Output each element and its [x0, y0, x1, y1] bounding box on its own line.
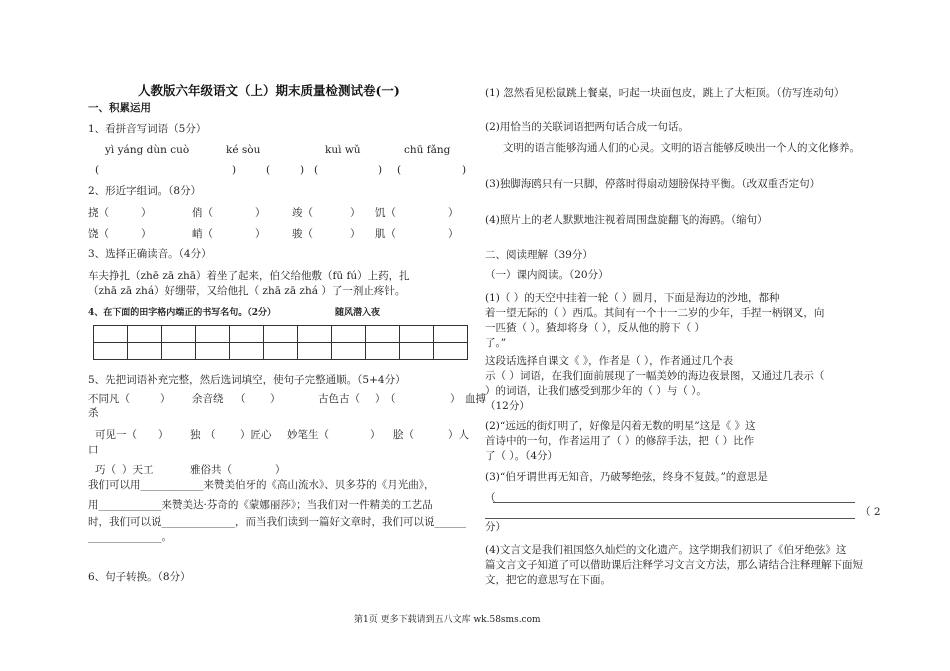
- q5-item: ）: [270, 393, 281, 405]
- q5-item: ）天工: [122, 464, 154, 476]
- q2-heading: 2、形近字组词。（8分）: [88, 185, 202, 197]
- q6-heading: 6、句子转换。（8分）: [88, 571, 191, 583]
- q5-item: ）: [370, 429, 381, 441]
- q5-sentence: 用____________来赞美达·芬奇的《蒙娜丽莎》；当我们对一件精美的工艺品: [88, 499, 433, 511]
- pinyin-2: ké sòu: [226, 144, 261, 156]
- q2-item: 肌（: [375, 228, 396, 240]
- q1-blank-open: (: [95, 164, 100, 176]
- pinyin-1: yì yáng dùn cuò: [105, 144, 190, 156]
- q5-item: 可见一（: [95, 429, 137, 441]
- q2-item: ）: [448, 228, 459, 240]
- question-text: 分）: [485, 521, 506, 533]
- q5-item: 不同凡（: [88, 393, 130, 405]
- question-text: ）的词语，让我们感受到那少年的（ ）与（ ）。: [485, 385, 707, 397]
- question-text: (4)文言文是我们祖国悠久灿烂的文化遗产。这学期我们初识了《伯牙绝弦》这: [485, 544, 847, 556]
- sentence-item: 文明的语言能够沟通人们的心灵。文明的语言能够反映出一个人的文化修养。: [503, 142, 860, 154]
- pinyin-4: chū fǎng: [404, 144, 451, 156]
- q2-item: ）: [255, 207, 266, 219]
- pinyin-3: kuì wǔ: [325, 144, 361, 156]
- q5-item: 口: [88, 444, 99, 456]
- q2-item: ）: [141, 228, 152, 240]
- q5-item: 独: [190, 429, 201, 441]
- q1-blank-close: ): [232, 164, 237, 176]
- q4-heading: 4、在下面的田字格内端正的书写名句。（2分）: [88, 308, 277, 318]
- writing-grid[interactable]: [93, 325, 468, 360]
- q5-item: ）人: [448, 429, 469, 441]
- reading-text: (1)（ ）的天空中挂着一轮（ ）圆月，下面是海边的沙地，都种: [485, 292, 780, 304]
- q5-item: 雅俗共（: [190, 464, 232, 476]
- sentence-item: (4)照片上的老人默默地注视着周围盘旋翻飞的海鸥。（缩句）: [485, 214, 768, 226]
- q5-item: 杀: [88, 407, 99, 419]
- q2-item: 饶（: [88, 228, 109, 240]
- question-text: 篇文言文子知道了可以借助课后注释学习文言文方法，那么请结合注释理解下面短: [485, 559, 863, 571]
- q5-item: ）匠心: [240, 429, 272, 441]
- q3-heading: 3、选择正确读音。（4分）: [88, 248, 212, 260]
- q5-item: ）: [160, 393, 171, 405]
- section-2-heading: 二、阅读理解（39分）: [485, 249, 593, 261]
- q2-item: ）: [448, 207, 459, 219]
- q2-item: 俏（: [192, 207, 213, 219]
- q5-sentence: 我们可以用____________来赞美伯牙的《高山流水》、贝多芬的《月光曲》，: [88, 479, 435, 491]
- question-text: (3)“伯牙谓世再无知音，乃破琴绝弦，终身不复鼓。”的意思是: [485, 471, 768, 483]
- q5-item: 妙笔生（: [287, 429, 329, 441]
- question-text: 文，把它的意思写在下面。: [485, 574, 611, 586]
- q2-item: ）: [350, 207, 361, 219]
- q5-item: ）: [158, 429, 169, 441]
- q1-blank-close: ): [378, 164, 383, 176]
- q5-sentence: ______________。: [88, 531, 172, 543]
- q2-item: 竣（: [292, 207, 313, 219]
- q3-line: 车夫挣扎（zhē zā zhā）着坐了起来，伯父给他敷（fū fú）上药，扎: [88, 270, 410, 282]
- sentence-item: (1) 忽然看见松鼠跳上餐桌，叼起一块面包皮，跳上了大柜顶。（仿写连动句）: [485, 87, 845, 99]
- reading-text: 着一望无际的（ ）西瓜。其间有一个十一二岁的少年，手捏一柄钢叉，向: [485, 307, 825, 319]
- question-text: 首诗中的一句，作者运用了（ ）的修辞手法，把（ ）比作: [485, 435, 755, 447]
- q5-item: 古色古（: [318, 393, 360, 405]
- section-1-heading: 一、积累运用: [88, 102, 151, 114]
- q1-blank-open: (: [314, 164, 319, 176]
- question-text: 了（ ）。（4分）: [485, 450, 559, 462]
- q2-item: 挠（: [88, 207, 109, 219]
- q1-blank-open: (: [266, 164, 271, 176]
- q5-item: ）: [450, 393, 461, 405]
- question-text: （: [485, 492, 496, 504]
- q2-item: 饥（: [375, 207, 396, 219]
- q2-item: ）: [350, 228, 361, 240]
- answer-line[interactable]: [493, 502, 855, 503]
- q4-poem: 随风潜入夜: [335, 308, 381, 318]
- answer-line[interactable]: [485, 518, 855, 519]
- q5-heading: 5、先把词语补充完整，然后选词填空，使句子完整通顺。（5+4分）: [88, 374, 406, 386]
- q1-blank-close: ): [462, 164, 467, 176]
- subsection-heading: （一）课内阅读。（20分）: [485, 269, 609, 281]
- reading-text: 了。”: [485, 337, 507, 349]
- question-text: 示（ ）词语，在我们面前展现了一幅美妙的海边夜景图，又通过几表示（: [485, 370, 825, 382]
- reading-text: 一匹猹（ ）。猹却将身（ ），反从他的胯下（ ）: [485, 322, 706, 334]
- sentence-item: (3)独脚海鸥只有一只脚，停落时得扇动翅膀保持平衡。（改双重否定句）: [485, 178, 821, 190]
- q5-item: （: [385, 393, 396, 405]
- question-text: （ 2: [860, 506, 881, 518]
- q5-item: 余音绕: [192, 393, 224, 405]
- q1-blank-open: (: [397, 164, 402, 176]
- q1-blank-close: ): [300, 164, 305, 176]
- page-footer: 第1页 更多下载请到五八文库 wk.58sms.com: [354, 615, 541, 625]
- q5-item: 巧（: [95, 464, 116, 476]
- q5-item: ）: [275, 464, 286, 476]
- q5-item: （: [205, 429, 216, 441]
- q2-item: ）: [255, 228, 266, 240]
- question-text: （12分）: [485, 400, 530, 412]
- q2-item: 骏（: [292, 228, 313, 240]
- question-text: (2)“远远的街灯明了，好像是闪着无数的明星”这是《 》这: [485, 420, 756, 432]
- q5-item: （: [235, 393, 246, 405]
- q5-sentence: 时，我们可以说______________，而当我们读到一篇好文章时，我们可以说______: [88, 516, 466, 528]
- q3-line: （zhā zā zhá）好绷带，又给他扎（ zhā zā zhá ）了一剂止疼针。: [88, 285, 406, 297]
- page-title: 人教版六年级语文（上）期末质量检测试卷(一): [138, 83, 400, 98]
- q5-item: 血搏: [465, 393, 486, 405]
- q5-item: 脍（: [393, 429, 414, 441]
- q2-item: ）: [141, 207, 152, 219]
- sentence-item: (2)用恰当的关联词语把两句话合成一句话。: [485, 121, 689, 133]
- q5-item: ）: [375, 393, 386, 405]
- question-text: 这段话选择自课文《 》，作者是（ ），作者通过几个表: [485, 355, 734, 367]
- q1-heading: 1、看拼音写词语（5分）: [88, 123, 207, 135]
- q2-item: 峭（: [192, 228, 213, 240]
